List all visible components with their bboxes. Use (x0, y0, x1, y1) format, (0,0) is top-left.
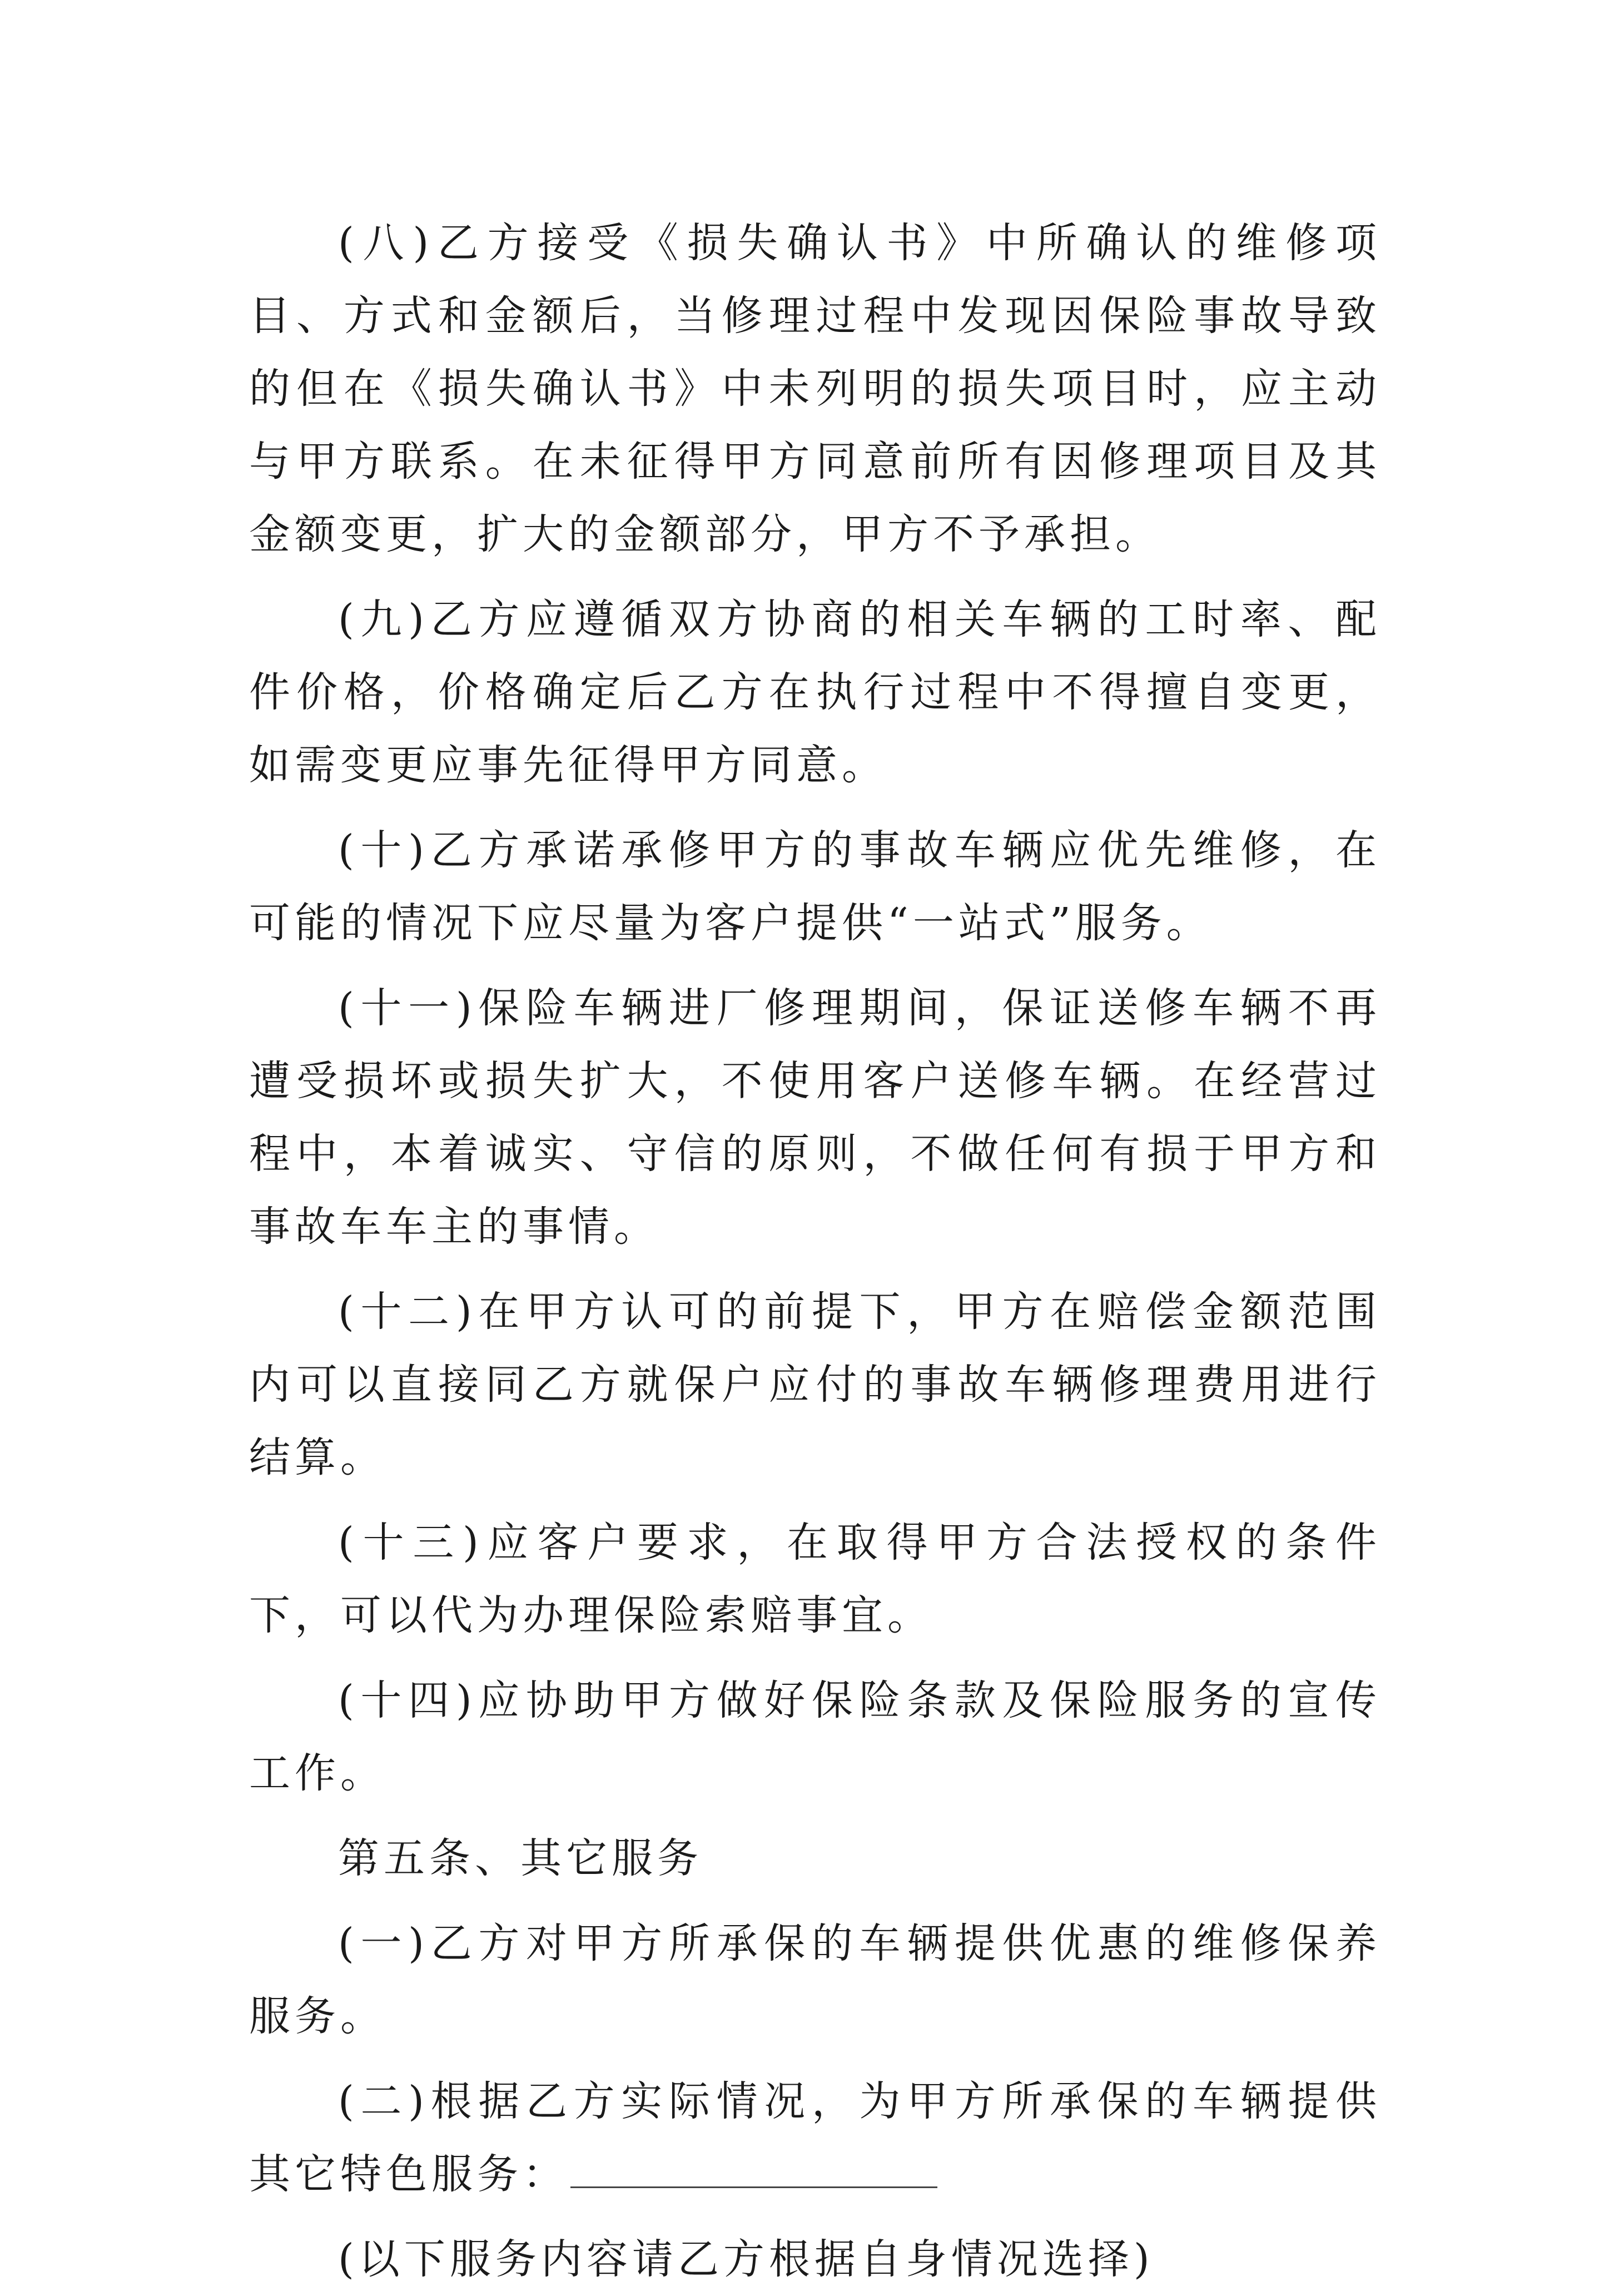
article-5-heading: 第五条、其它服务 (338, 1834, 703, 1882)
clause-12-paragraph: (十二)在甲方认可的前提下，甲方在赔偿金额范围内可以直接同乙方就保户应付的事故车辆修理费用进行结算。 (249, 1288, 1381, 1481)
clause-11-paragraph: (十一)保险车辆进厂修理期间，保证送修车辆不再遭受损坏或损失扩大，不使用客户送修车辆。在经营过程中，本着诚实、守信的原则，不做任何有损于甲方和事故车车主的事情。 (249, 984, 1381, 1251)
article-5-item-1-paragraph: (一)乙方对甲方所承保的车辆提供优惠的维修保养服务。 (249, 1920, 1381, 2040)
clause-8-paragraph: (八)乙方接受《损失确认书》中所确认的维修项目、方式和金额后，当修理过程中发现因保险事故导致的但在《损失确认书》中未列明的损失项目时，应主动与甲方联系。在未征得甲方同意前所有因修理项目及其金额变更，扩大的金额部分，甲方不予承担。 (249, 219, 1381, 558)
article-5-item-2-paragraph (249, 2065, 1381, 2211)
article-5-item-2-text: (二)根据乙方实际情况，为甲方所承保的车辆提供其它特色服务： (249, 2077, 1381, 2198)
clause-9-paragraph: (九)乙方应遵循双方协商的相关车辆的工时率、配件价格，价格确定后乙方在执行过程中不得擅自变更，如需变更应事先征得甲方同意。 (249, 596, 1381, 789)
clause-13-paragraph: (十三)应客户要求，在取得甲方合法授权的条件下，可以代为办理保险索赔事宜。 (249, 1519, 1381, 1639)
selection-note-paragraph: (以下服务内容请乙方根据自身情况选择) (338, 2235, 1154, 2283)
document-page (249, 207, 1381, 2296)
fill-in-blank-line (570, 2153, 937, 2188)
clause-14-paragraph: (十四)应协助甲方做好保险条款及保险服务的宣传工作。 (249, 1677, 1381, 1797)
clause-10-paragraph: (十)乙方承诺承修甲方的事故车辆应优先维修，在可能的情况下应尽量为客户提供“一站式”服务。 (249, 826, 1381, 947)
